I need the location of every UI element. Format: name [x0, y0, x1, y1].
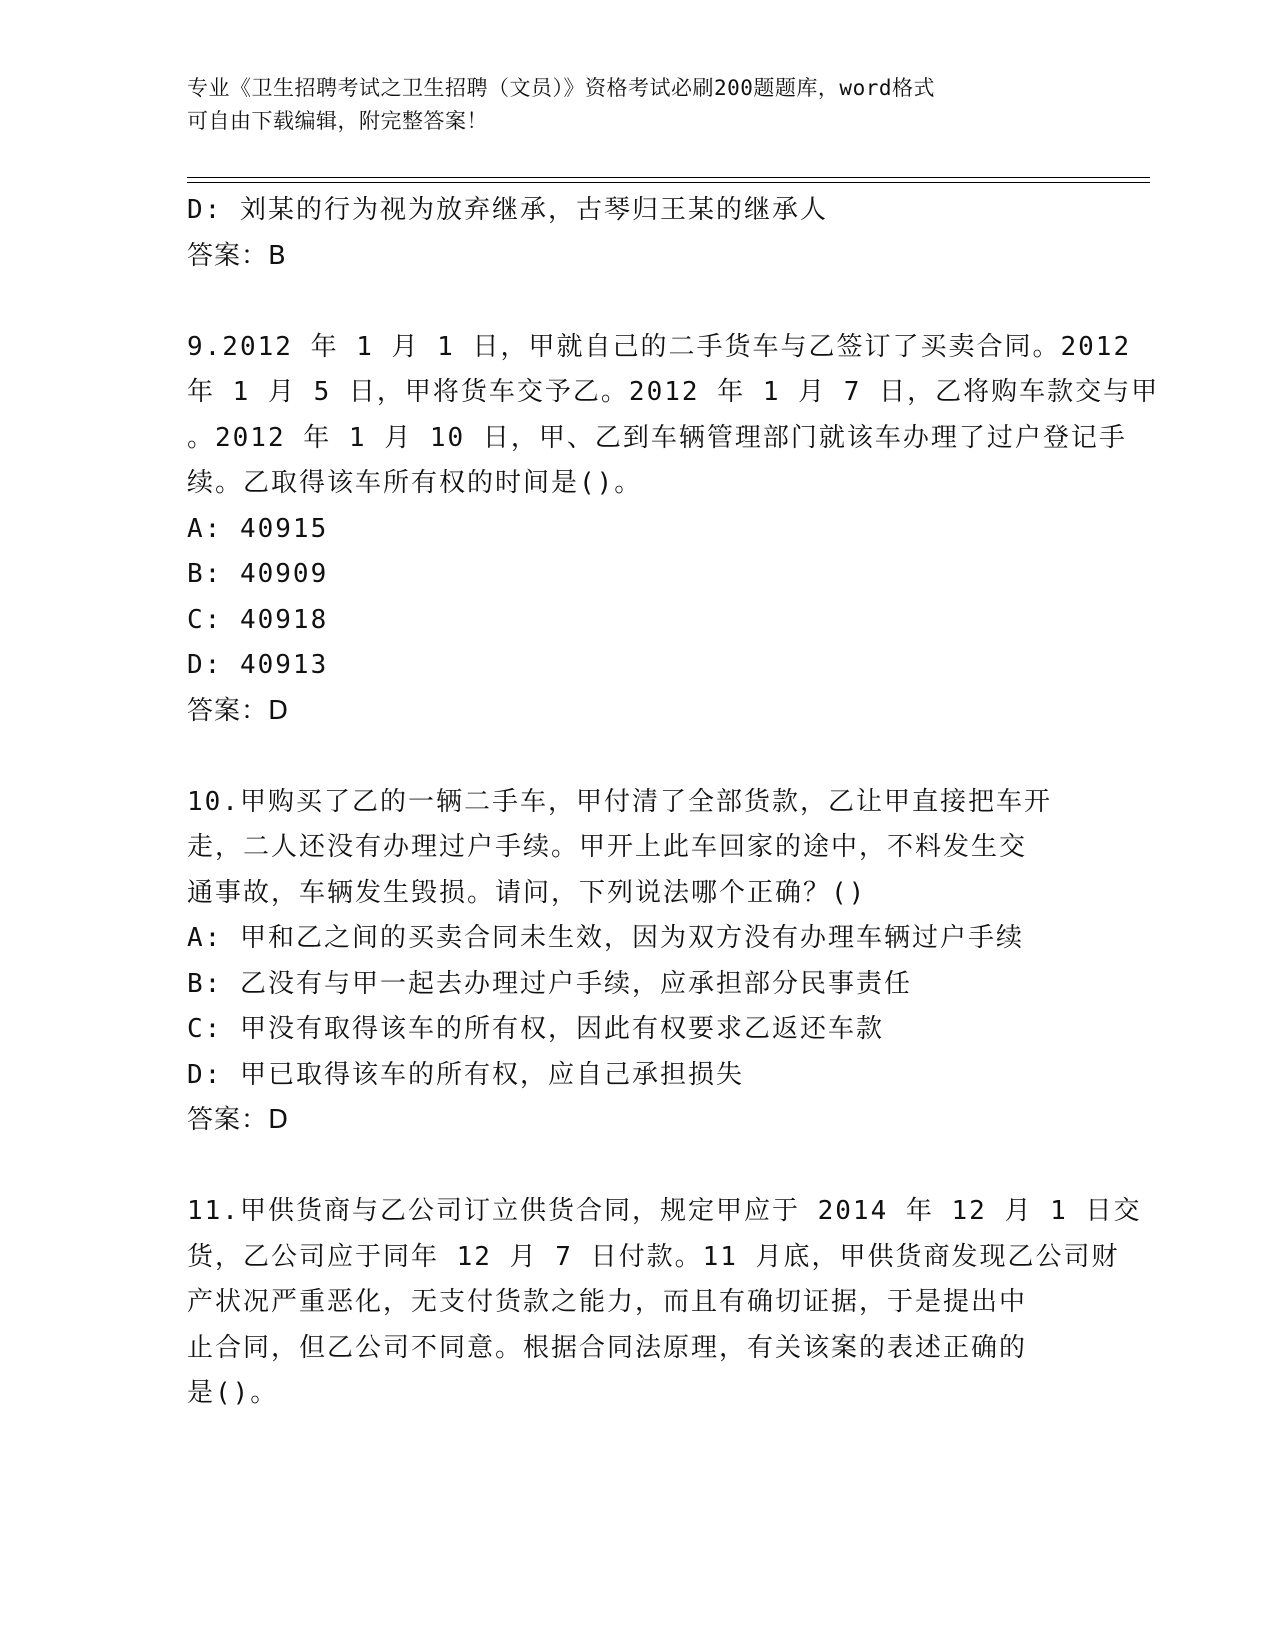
- question-9-stem-line-2: 年 1 月 5 日，甲将货车交予乙。2012 年 1 月 7 日，乙将购车款交与甲: [187, 377, 1160, 407]
- prev-question-option-d: D: 刘某的行为视为放弃继承，古琴归王某的继承人: [187, 195, 828, 225]
- spacer: [187, 734, 1087, 780]
- question-10: [187, 780, 1087, 1144]
- question-9-option-c: C: 40918: [187, 604, 329, 635]
- question-9-answer: 答案：D: [187, 695, 290, 726]
- question-10-stem-line-1: 10.甲购买了乙的一辆二手车，甲付清了全部货款，乙让甲直接把车开: [187, 786, 1052, 817]
- question-10-stem-line-3: 通事故，车辆发生毁损。请问，下列说法哪个正确？(): [187, 877, 867, 908]
- question-10-option-a: A: 甲和乙之间的买卖合同未生效，因为双方没有办理车辆过户手续: [187, 923, 1024, 953]
- question-9-option-a: A: 40915: [187, 513, 329, 544]
- question-9: [187, 325, 1160, 735]
- spacer: [187, 279, 1087, 325]
- question-11-stem-line-5: 是()。: [187, 1378, 279, 1408]
- question-10-answer: 答案：D: [187, 1105, 290, 1135]
- question-9-option-b: B: 40909: [187, 559, 329, 589]
- question-content: [187, 188, 1160, 1417]
- header-title-line-2: 可自由下载编辑，附完整答案！: [187, 109, 488, 133]
- question-9-stem-line-3: 。2012 年 1 月 10 日，甲、乙到车辆管理部门就该车办理了过户登记手: [187, 422, 1127, 453]
- question-10-option-d: D: 甲已取得该车的所有权，应自己承担损失: [187, 1059, 744, 1090]
- question-11-stem-line-2: 货，乙公司应于同年 12 月 7 日付款。11 月底，甲供货商发现乙公司财: [187, 1241, 1120, 1272]
- spacer: [187, 1144, 1087, 1190]
- question-10-option-b: B: 乙没有与甲一起去办理过户手续，应承担部分民事责任: [187, 968, 912, 999]
- question-11: [187, 1189, 1142, 1417]
- question-11-stem-line-3: 产状况严重恶化，无支付货款之能力，而且有确切证据，于是提出中: [187, 1287, 1028, 1317]
- header-title-line-1: 专业《卫生招聘考试之卫生招聘（文员）》资格考试必刷200题题库，word格式: [187, 76, 935, 100]
- question-11-stem-line-4: 止合同，但乙公司不同意。根据合同法原理，有关该案的表述正确的: [187, 1332, 1028, 1363]
- header-divider-bottom: [187, 182, 1150, 183]
- page-header: [187, 72, 1067, 138]
- question-11-stem-line-1: 11.甲供货商与乙公司订立供货合同，规定甲应于 2014 年 12 月 1 日交: [187, 1196, 1142, 1226]
- prev-question-answer: 答案：B: [187, 240, 287, 271]
- question-10-stem-line-2: 走，二人还没有办理过户手续。甲开上此车回家的途中，不料发生交: [187, 832, 1028, 862]
- question-9-option-d: D: 40913: [187, 650, 329, 680]
- question-9-stem-line-4: 续。乙取得该车所有权的时间是()。: [187, 468, 643, 498]
- question-9-stem-line-1: 9.2012 年 1 月 1 日，甲就自己的二手货车与乙签订了买卖合同。2012: [187, 331, 1132, 362]
- header-divider-top: [187, 177, 1150, 178]
- question-10-option-c: C: 甲没有取得该车的所有权，因此有权要求乙返还车款: [187, 1014, 884, 1044]
